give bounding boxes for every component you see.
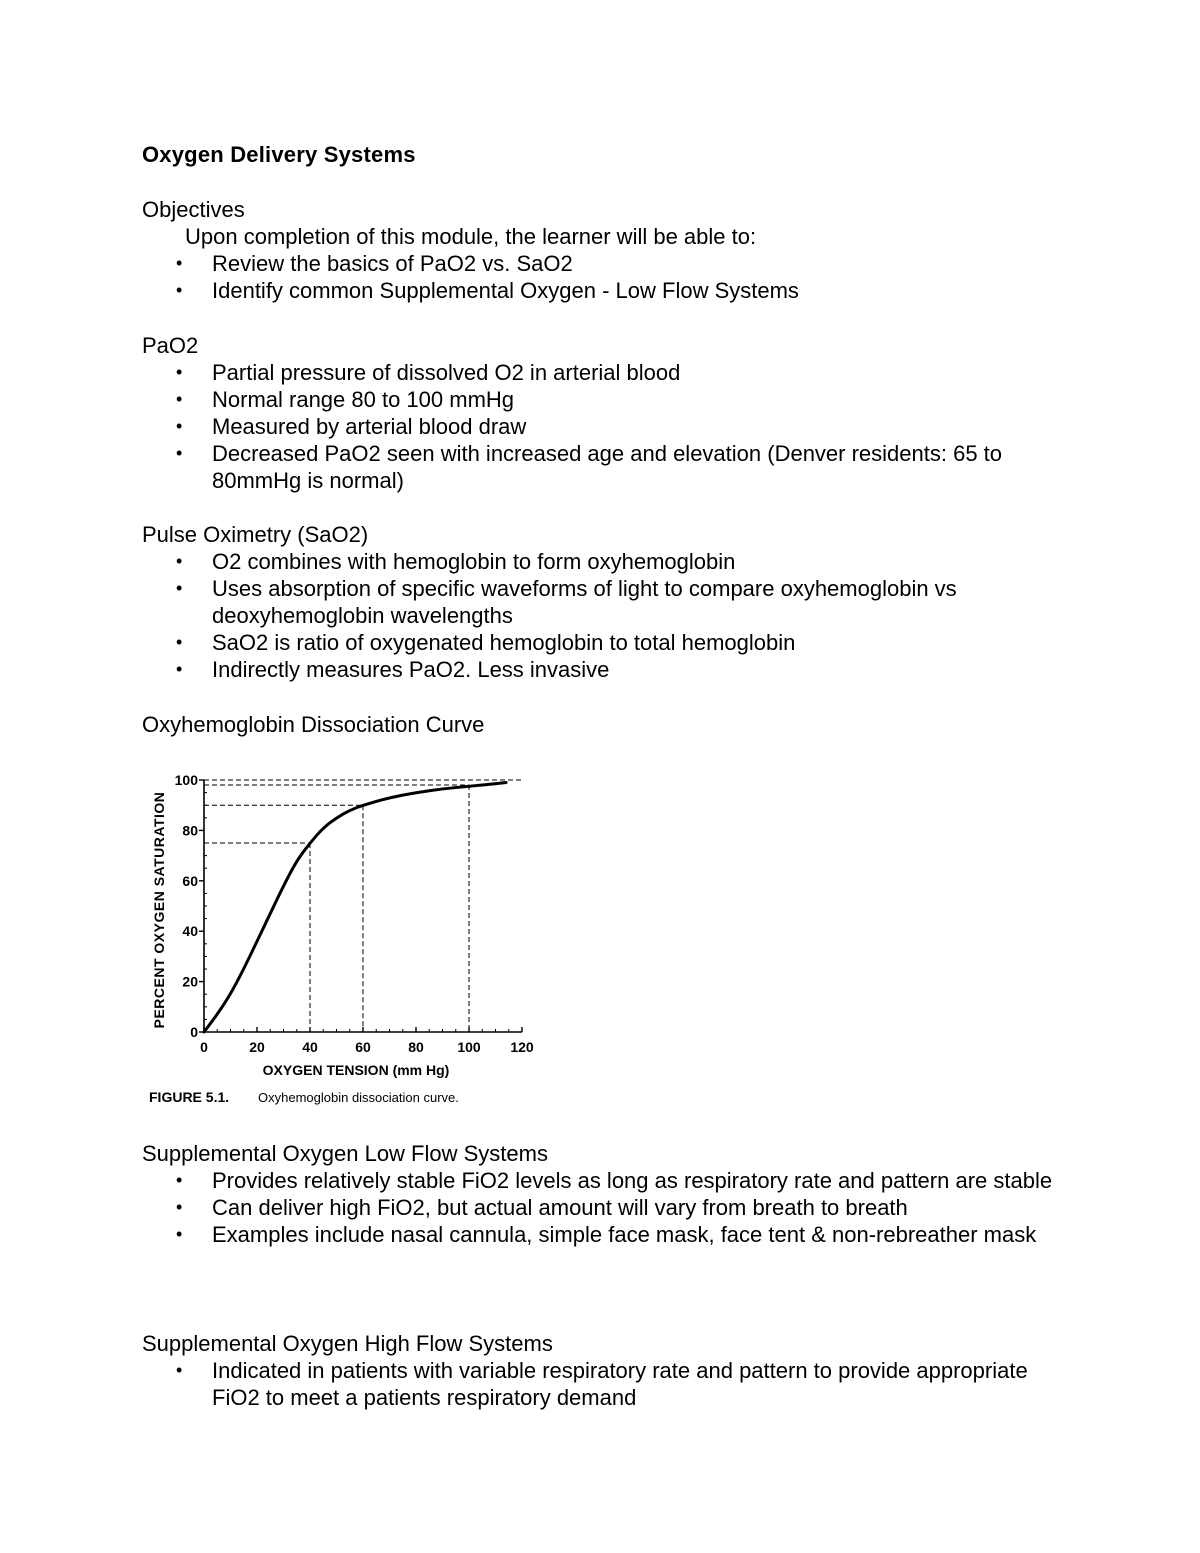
- low-flow-heading: Supplemental Oxygen Low Flow Systems: [142, 1141, 548, 1166]
- series-line: [204, 783, 506, 1032]
- chart-ticks: [175, 772, 534, 1055]
- list-item: • Measured by arterial blood draw: [176, 414, 527, 439]
- pao2-list: [142, 359, 1102, 494]
- bullet-icon: •: [176, 659, 183, 679]
- bullet-icon: •: [176, 1360, 183, 1380]
- list-item: • Partial pressure of dissolved O2 in arterial blood: [176, 360, 681, 385]
- pao2-heading: PaO2: [142, 333, 199, 358]
- y-tick-label: 100: [174, 772, 198, 788]
- high-flow-list: [142, 1357, 1102, 1411]
- bullet-icon: •: [176, 551, 183, 571]
- y-tick-label: 60: [182, 872, 198, 889]
- x-tick-label: 40: [302, 1039, 318, 1055]
- y-axis-label: PERCENT OXYGEN SATURATION: [151, 791, 167, 1029]
- list-item: • Indicated in patients with variable respiratory rate and pattern to provide appropriate FiO2 to meet a patients respiratory demand: [176, 1358, 1028, 1410]
- bullet-icon: •: [176, 416, 183, 436]
- y-tick-label: 20: [182, 973, 198, 990]
- x-tick-label: 120: [510, 1039, 534, 1055]
- bullet-icon: •: [176, 1170, 183, 1190]
- pulse-oximetry-heading: Pulse Oximetry (SaO2): [142, 522, 369, 547]
- figure-caption-label: FIGURE 5.1.: [149, 1089, 230, 1105]
- pao2-section: [142, 332, 1102, 494]
- list-item: • Normal range 80 to 100 mmHg: [176, 387, 515, 412]
- objectives-section: [142, 196, 1102, 304]
- list-item: • Decreased PaO2 seen with increased age and elevation (Denver residents: 65 to 80mmHg is normal): [176, 441, 1003, 493]
- bullet-icon: •: [176, 389, 183, 409]
- objectives-intro: Upon completion of this module, the learner will be able to:: [185, 224, 757, 249]
- curve-section: [142, 711, 1102, 738]
- low-flow-section: [142, 1140, 1102, 1248]
- document-title: Oxygen Delivery Systems: [142, 142, 416, 167]
- x-tick-label: 80: [408, 1039, 424, 1055]
- bullet-icon: •: [176, 362, 183, 382]
- bullet-icon: •: [176, 578, 183, 598]
- objectives-list: [142, 250, 1102, 304]
- high-flow-heading: Supplemental Oxygen High Flow Systems: [142, 1331, 553, 1356]
- list-item: • Indirectly measures PaO2. Less invasive: [176, 657, 610, 682]
- list-item: • Uses absorption of specific waveforms of light to compare oxyhemoglobin vs deoxyhemoglobin wavelengths: [176, 576, 957, 628]
- x-axis-label: OXYGEN TENSION (mm Hg): [262, 1062, 450, 1078]
- chart-reference-lines: [204, 780, 522, 1032]
- list-item: • Identify common Supplemental Oxygen - Low Flow Systems: [176, 278, 799, 303]
- figure-caption-text: Oxyhemoglobin dissociation curve.: [258, 1090, 459, 1105]
- bullet-icon: •: [176, 443, 183, 463]
- list-item: • Examples include nasal cannula, simple face mask, face tent & non-rebreather mask: [176, 1222, 1037, 1247]
- high-flow-section: [142, 1330, 1102, 1411]
- pulse-oximetry-section: [142, 521, 1102, 683]
- curve-heading: Oxyhemoglobin Dissociation Curve: [142, 712, 485, 737]
- x-tick-label: 100: [457, 1039, 481, 1055]
- x-tick-label: 60: [355, 1039, 371, 1055]
- bullet-icon: •: [176, 280, 183, 300]
- dissociation-figure: [142, 760, 562, 1110]
- list-item: • Review the basics of PaO2 vs. SaO2: [176, 251, 573, 276]
- objectives-heading: Objectives: [142, 197, 245, 222]
- bullet-icon: •: [176, 1197, 183, 1217]
- list-item: • O2 combines with hemoglobin to form oxyhemoglobin: [176, 549, 736, 574]
- x-tick-label: 0: [200, 1039, 208, 1055]
- dissociation-chart: [142, 760, 562, 1110]
- chart-series: [204, 783, 506, 1032]
- list-item: • SaO2 is ratio of oxygenated hemoglobin to total hemoglobin: [176, 630, 796, 655]
- list-item: • Can deliver high FiO2, but actual amount will vary from breath to breath: [176, 1195, 908, 1220]
- y-tick-label: 0: [190, 1024, 198, 1040]
- list-item: • Provides relatively stable FiO2 levels as long as respiratory rate and pattern are stable: [176, 1168, 1053, 1193]
- bullet-icon: •: [176, 1224, 183, 1244]
- low-flow-list: [142, 1167, 1102, 1248]
- y-tick-label: 40: [182, 923, 198, 940]
- y-tick-label: 80: [182, 822, 198, 839]
- bullet-icon: •: [176, 632, 183, 652]
- bullet-icon: •: [176, 253, 183, 273]
- x-tick-label: 20: [249, 1039, 265, 1055]
- pulse-oximetry-list: [142, 548, 1102, 683]
